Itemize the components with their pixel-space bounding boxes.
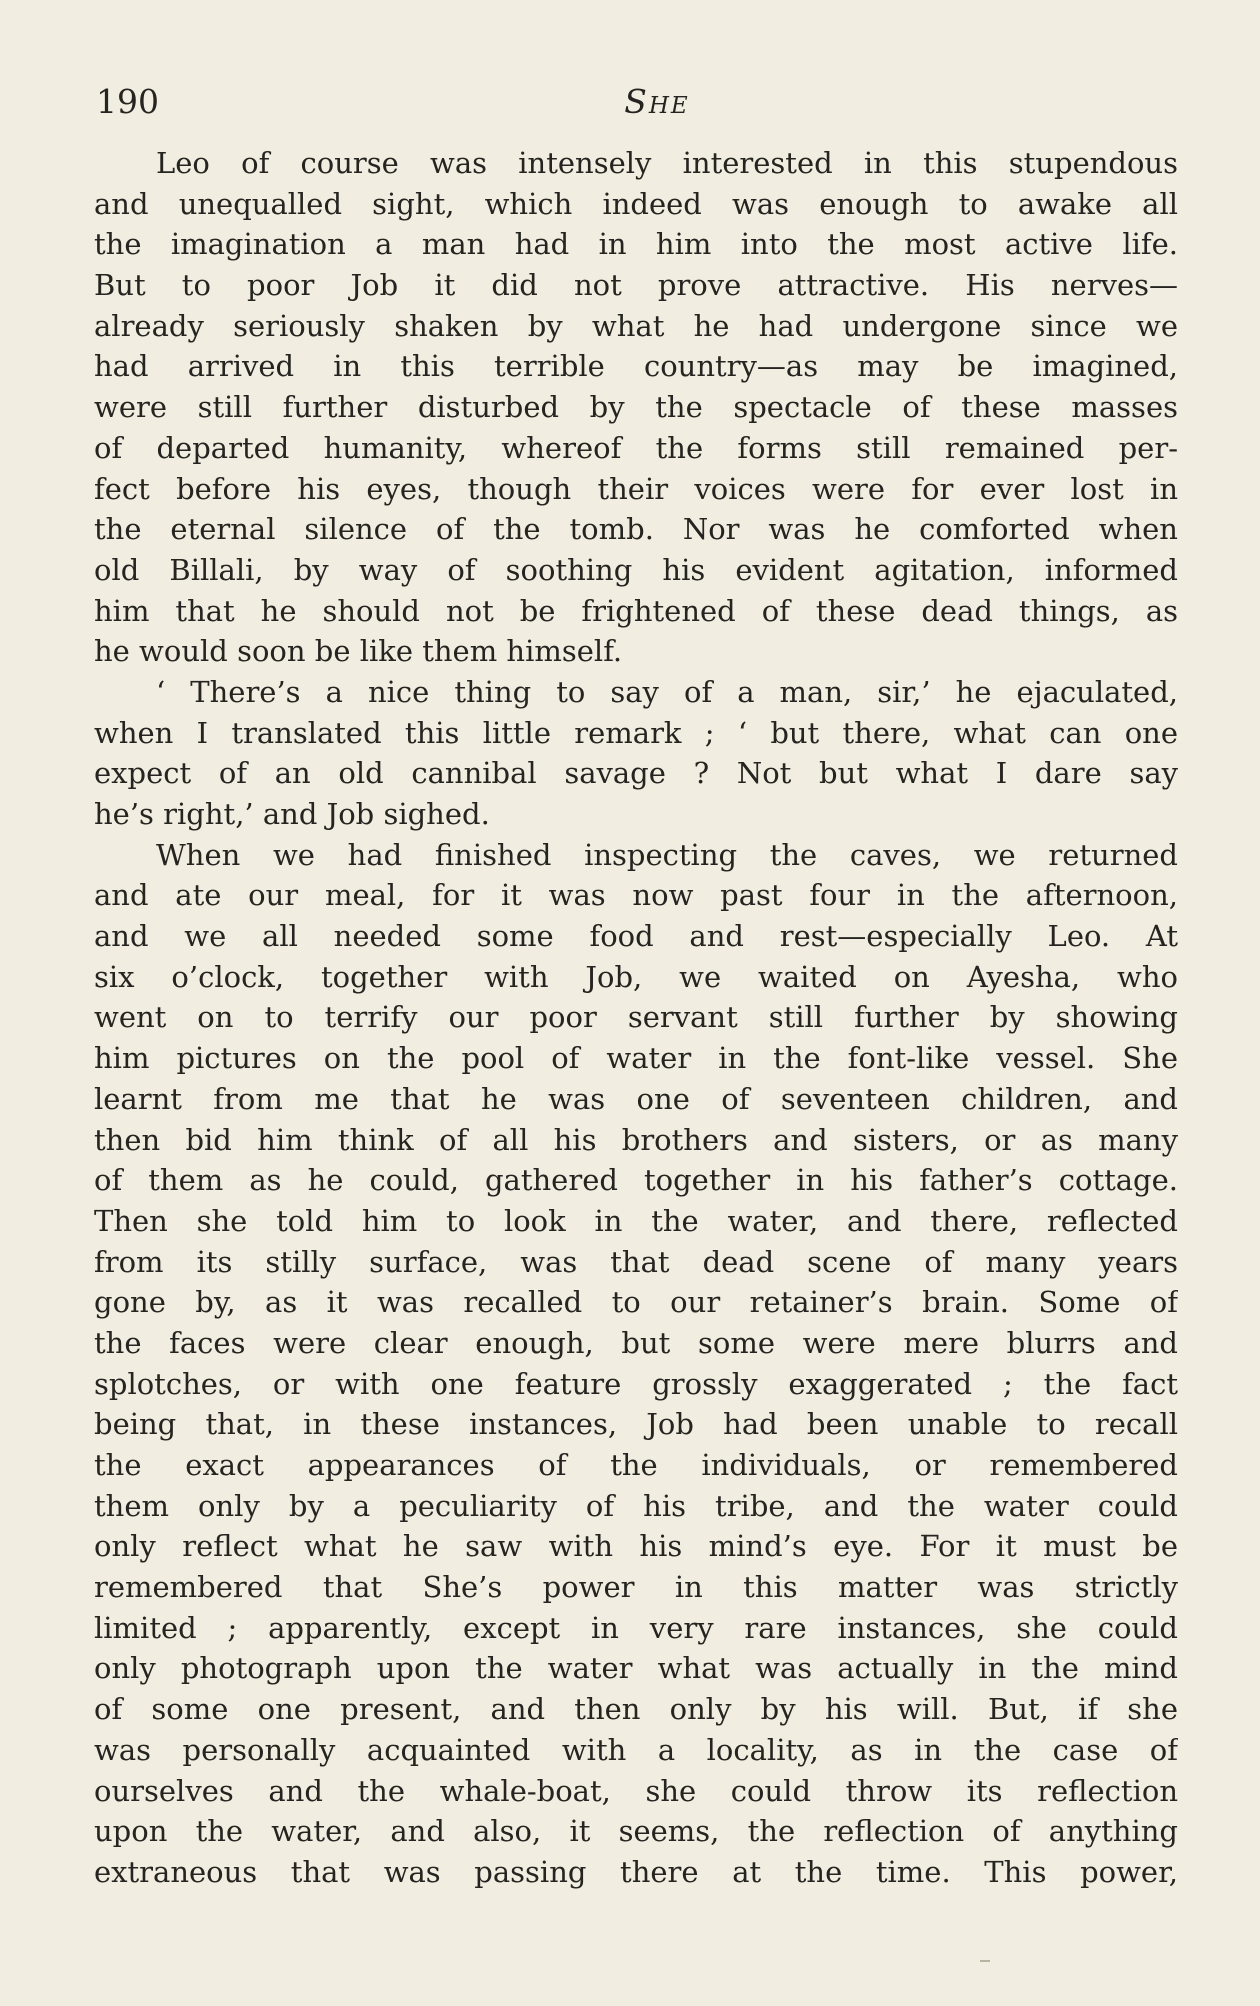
text-line: already seriously shaken by what he had undergone since we [94,308,1178,343]
text-line: When we had finished inspecting the caves, we returned [156,837,1178,872]
text-line: expect of an old cannibal savage ? Not but what I dare say [94,756,1178,791]
text-line: But to poor Job it did not prove attractive. His nerves— [94,268,1178,303]
text-line: had arrived in this terrible country—as may be imagined, [94,349,1178,384]
text-line: Then she told him to look in the water, and there, reflected [94,1203,1178,1238]
page-number: 190 [96,82,159,121]
text-line: him that he should not be frightened of these dead things, as [94,593,1178,628]
text-line: ‘ There’s a nice thing to say of a man, sir,’ he ejaculated, [156,674,1178,709]
text-line: the eternal silence of the tomb. Nor was he comforted when [94,512,1178,547]
text-line: and we all needed some food and rest—especially Leo. At [94,919,1178,954]
page-header [96,78,1178,126]
text-line: being that, in these instances, Job had been unable to recall [94,1407,1178,1442]
text-line: ourselves and the whale-boat, she could throw its reflection [94,1773,1178,1808]
text-line: old Billali, by way of soothing his evident agitation, informed [94,552,1178,587]
text-line: Leo of course was intensely interested in this stupendous [156,146,1178,180]
text-line: limited ; apparently, except in very rare instances, she could [94,1610,1178,1645]
text-line: then bid him think of all his brothers and sisters, or as many [94,1122,1178,1157]
text-line: and ate our meal, for it was now past four in the afternoon, [94,878,1178,913]
text-line: fect before his eyes, though their voices were for ever lost in [94,471,1178,506]
text-line: of them as he could, gathered together in his father’s cottage. [94,1163,1178,1198]
text-line: were still further disturbed by the spectacle of these masses [94,390,1178,425]
text-line: upon the water, and also, it seems, the reflection of anything [94,1814,1178,1849]
text-line: he would soon be like them himself. [94,634,623,669]
text-line: of some one present, and then only by his will. But, if she [94,1692,1178,1727]
text-line: gone by, as it was recalled to our retainer’s brain. Some of [94,1285,1178,1320]
text-line: went on to terrify our poor servant still further by showing [94,1000,1178,1035]
text-line: only photograph upon the water what was actually in the mind [94,1651,1178,1686]
text-line: them only by a peculiarity of his tribe, and the water could [94,1488,1178,1523]
text-line: of departed humanity, whereof the forms still remained per- [94,430,1178,465]
text-line: from its stilly surface, was that dead scene of many years [94,1244,1178,1279]
text-line: the exact appearances of the individuals, or remembered [94,1448,1178,1482]
text-line: six o’clock, together with Job, we waited on Ayesha, who [94,959,1178,994]
text-line: splotches, or with one feature grossly exaggerated ; the fact [94,1366,1178,1401]
text-line: the imagination a man had in him into the most active life. [94,227,1178,262]
running-title: She [624,82,690,121]
text-line: was personally acquainted with a locality, as in the case of [94,1732,1178,1767]
text-line: extraneous that was passing there at the time. This power, [94,1854,1178,1889]
text-line: and unequalled sight, which indeed was enough to awake all [94,186,1178,221]
text-line: him pictures on the pool of water in the font-like vessel. She [94,1041,1178,1076]
text-line: remembered that She’s power in this matter was strictly [94,1570,1178,1605]
text-line: learnt from me that he was one of seventeen children, and [94,1081,1178,1116]
text-line: the faces were clear enough, but some were mere blurrs and [94,1325,1178,1360]
paper-speck [980,1960,990,1962]
body-text [94,143,1178,1893]
text-line: only reflect what he saw with his mind’s eye. For it must be [94,1529,1178,1564]
text-line: when I translated this little remark ; ‘ but there, what can one [94,715,1178,750]
text-line: he’s right,’ and Job sighed. [94,797,490,831]
